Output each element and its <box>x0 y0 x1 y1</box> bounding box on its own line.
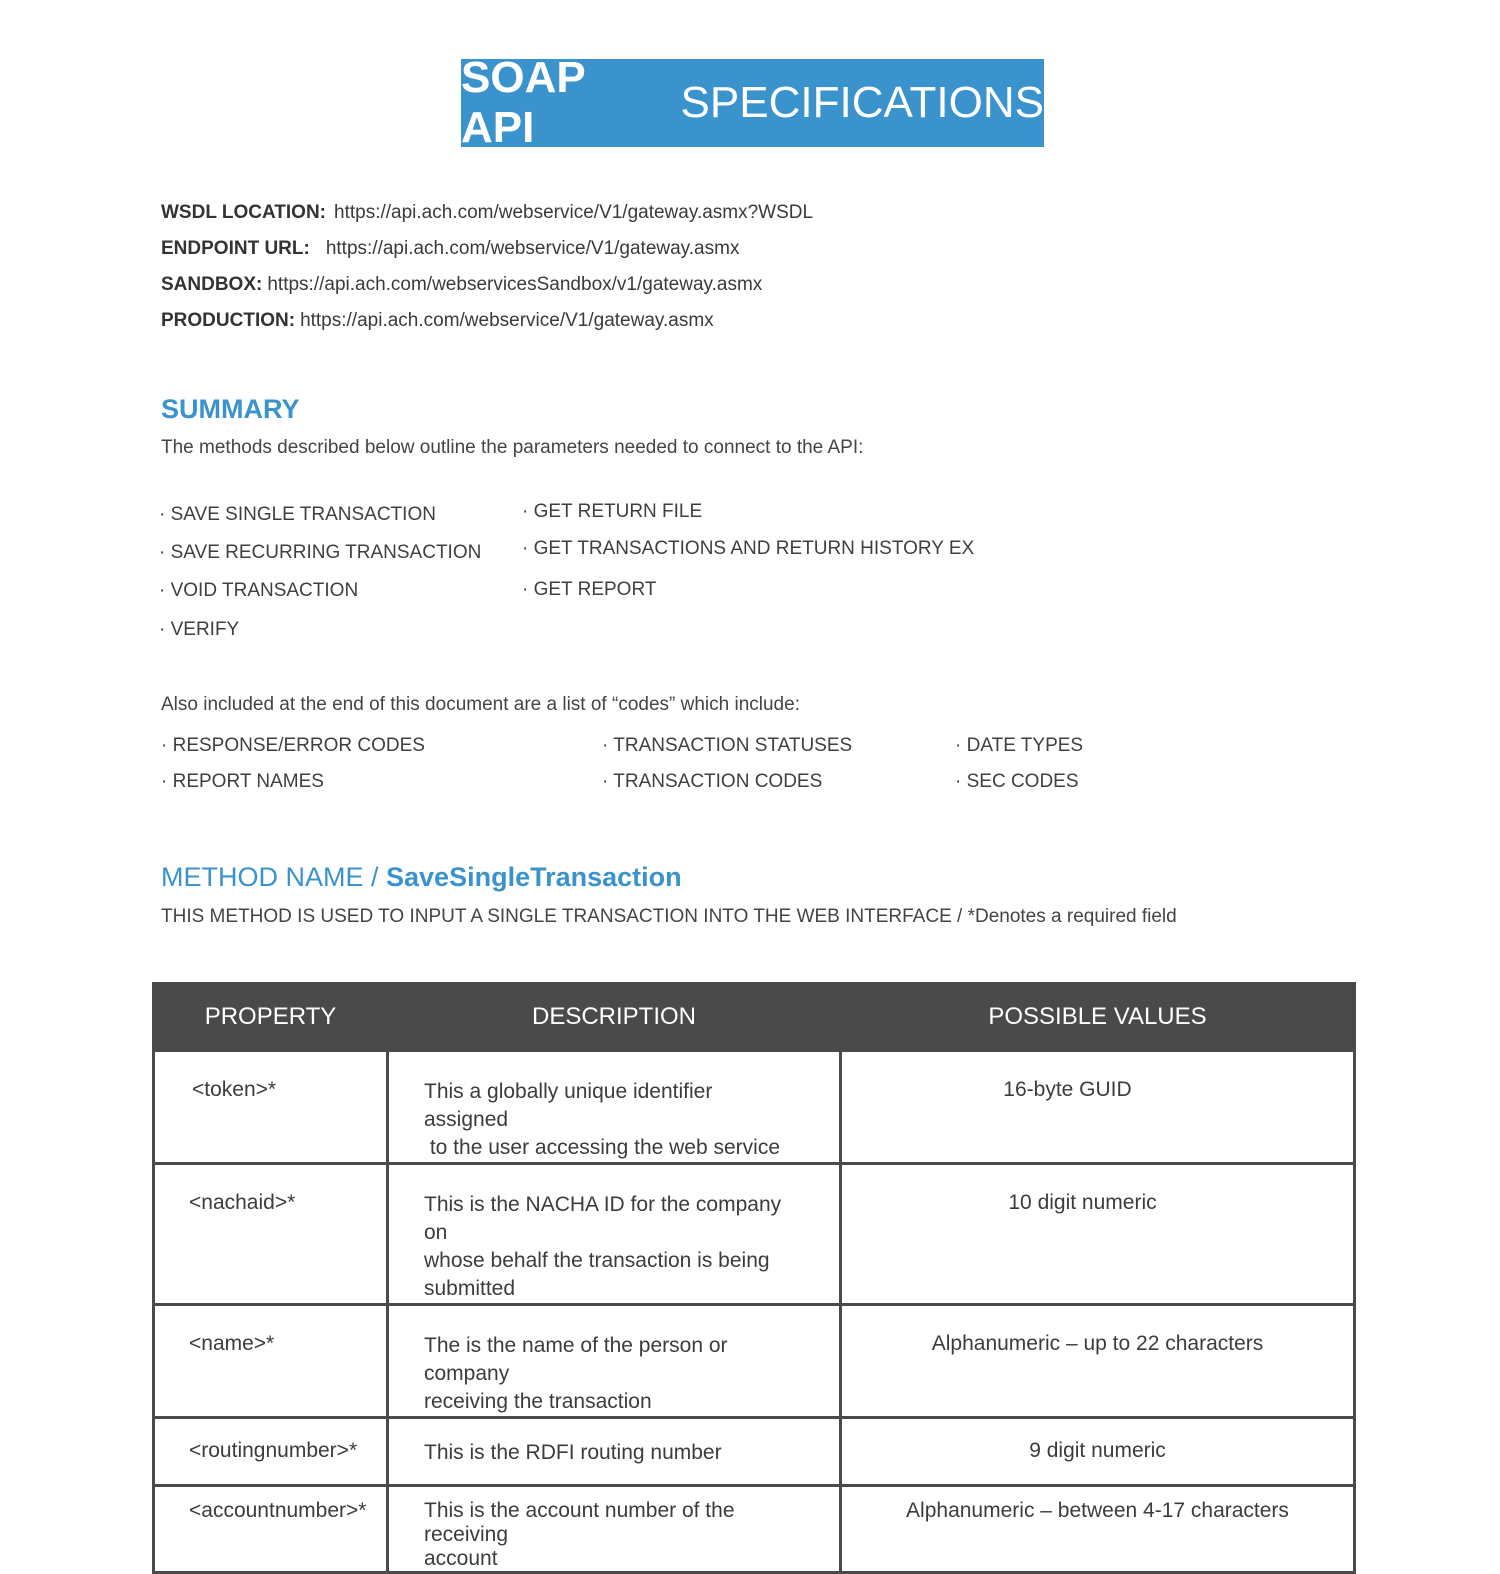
wsdl-location-url[interactable]: https://api.ach.com/webservice/V1/gateway.asmx?WSDL <box>334 202 814 223</box>
value-cell: Alphanumeric – between 4-17 characters <box>841 1486 1355 1573</box>
description-cell <box>388 1305 841 1418</box>
codes-intro: Also included at the end of this document are a list of “codes” which include: <box>161 694 800 715</box>
table-row <box>154 1486 1355 1573</box>
wsdl-location-label: WSDL LOCATION: <box>161 202 326 223</box>
description-line: receiving the transaction <box>424 1390 652 1413</box>
code-list-item: · SEC CODES <box>955 771 1079 792</box>
method-list-item: · VERIFY <box>159 619 240 640</box>
table-header-row <box>154 984 1355 1051</box>
description-line: submitted <box>424 1277 516 1300</box>
wsdl-location-line <box>161 202 813 224</box>
endpoint-url-line <box>161 238 739 260</box>
page-title-banner <box>461 53 1044 152</box>
production-url[interactable]: https://api.ach.com/webservice/V1/gateway.asmx <box>300 310 714 331</box>
sandbox-url[interactable]: https://api.ach.com/webservicesSandbox/v1/gateway.asmx <box>267 274 763 295</box>
code-list-item: · DATE TYPES <box>955 735 1084 756</box>
method-heading-prefix: METHOD NAME / <box>161 862 387 892</box>
code-list-item: · RESPONSE/ERROR CODES <box>161 735 425 756</box>
header-description: DESCRIPTION <box>388 984 841 1051</box>
value-cell: 9 digit numeric <box>841 1418 1355 1486</box>
sandbox-label: SANDBOX: <box>161 274 263 295</box>
property-cell: <routingnumber>* <box>154 1418 388 1486</box>
method-name: SaveSingleTransaction <box>386 862 682 892</box>
method-description: THIS METHOD IS USED TO INPUT A SINGLE TRANSACTION INTO THE WEB INTERFACE / *Denotes a required field <box>161 906 1177 927</box>
endpoint-url-label: ENDPOINT URL: <box>161 238 310 259</box>
header-possible-values: POSSIBLE VALUES <box>841 984 1355 1051</box>
property-cell: <name>* <box>154 1305 388 1418</box>
page-title-bold: SOAP API <box>461 53 585 152</box>
table-row <box>154 1164 1355 1305</box>
code-list-item: · TRANSACTION STATUSES <box>602 735 853 756</box>
description-line: account <box>424 1547 498 1570</box>
method-list-item: · SAVE RECURRING TRANSACTION <box>159 542 482 563</box>
table-row <box>154 1418 1355 1486</box>
method-list-item: · GET RETURN FILE <box>522 501 703 522</box>
description-line: This is the RDFI routing number <box>424 1441 722 1464</box>
table-row <box>154 1305 1355 1418</box>
method-heading <box>161 862 682 893</box>
header-property: PROPERTY <box>154 984 388 1051</box>
page-title-rest: SPECIFICATIONS <box>680 78 1044 127</box>
method-list-item: · VOID TRANSACTION <box>159 580 359 601</box>
method-list-item: · GET REPORT <box>522 579 657 600</box>
description-cell <box>388 1486 841 1573</box>
description-line: This is the account number of the receiving <box>424 1499 735 1546</box>
description-line: The is the name of the person or company <box>424 1334 728 1385</box>
code-list-item: · TRANSACTION CODES <box>602 771 823 792</box>
value-cell: 16-byte GUID <box>841 1051 1355 1164</box>
summary-intro: The methods described below outline the parameters needed to connect to the API: <box>161 437 864 458</box>
description-line: to the user accessing the web service <box>424 1136 781 1159</box>
value-cell: 10 digit numeric <box>841 1164 1355 1305</box>
endpoint-url-value[interactable]: https://api.ach.com/webservice/V1/gateway.asmx <box>325 238 740 259</box>
table-row <box>154 1051 1355 1164</box>
property-cell: <token>* <box>154 1051 388 1164</box>
property-cell: <nachaid>* <box>154 1164 388 1305</box>
description-cell <box>388 1164 841 1305</box>
value-cell: Alphanumeric – up to 22 characters <box>841 1305 1355 1418</box>
summary-heading: SUMMARY <box>161 394 300 424</box>
code-list-item: · REPORT NAMES <box>161 771 324 792</box>
method-list-item: · GET TRANSACTIONS AND RETURN HISTORY EX <box>522 538 975 559</box>
sandbox-line <box>161 274 762 296</box>
description-cell <box>388 1051 841 1164</box>
description-line: This a globally unique identifier assigned <box>424 1080 713 1131</box>
production-line <box>161 310 714 332</box>
method-list-item: · SAVE SINGLE TRANSACTION <box>159 504 436 525</box>
description-line: This is the NACHA ID for the company on <box>424 1193 782 1244</box>
properties-table <box>152 982 1356 1574</box>
production-label: PRODUCTION: <box>161 310 296 331</box>
property-cell: <accountnumber>* <box>154 1486 388 1573</box>
description-line: whose behalf the transaction is being <box>424 1249 770 1272</box>
description-cell <box>388 1418 841 1486</box>
